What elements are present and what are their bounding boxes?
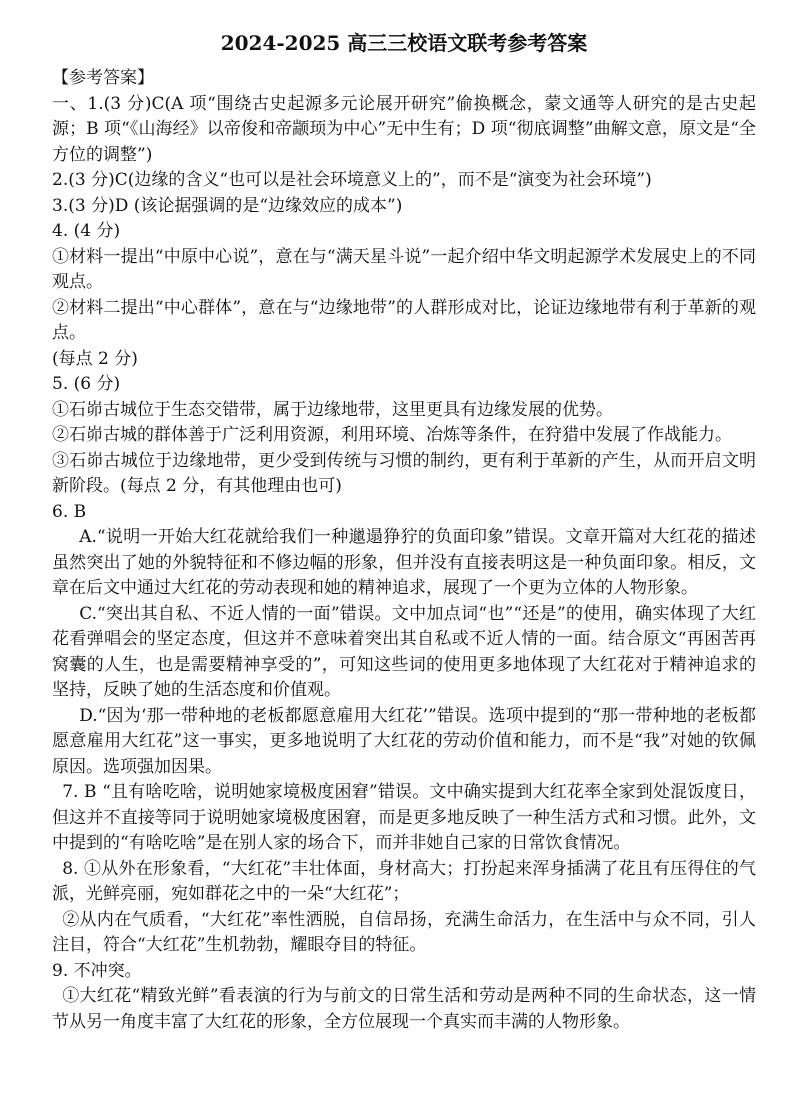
answer-q8-point-1: 8. ①从外在形象看，“大红花”丰壮体面，身材高大；打扮起来浑身插满了花且有压得住的气派，光鲜亮丽，宛如群花之中的一朵“大红花”；: [52, 858, 756, 904]
page-title: 2024-2025 高三三校语文联考参考答案: [220, 31, 588, 55]
section-label: 【参考答案】: [52, 68, 154, 88]
answer-q2: 2.(3 分)C(边缘的含义“也可以是社会环境意义上的”，而不是“演变为社会环境”): [52, 170, 652, 190]
answer-q4-heading: 4. (4 分): [52, 221, 121, 241]
answer-q4-scoring: (每点 2 分): [52, 348, 138, 369]
answer-q9-heading: 9. 不冲突。: [52, 960, 142, 981]
answer-q6-option-a: A.“说明一开始大红花就给我们一种邋遢狰狞的负面印象”错误。文章开篇对大红花的描述虽然突出了她的外貌特征和不修边幅的形象，但并没有直接表明这是一种负面印象。相反，文章在后文中通过大红花的劳动表现和她的精神追求，展现了一个更为立体的人物形象。: [52, 527, 756, 598]
answer-q1: 一、1.(3 分)C(A 项“围绕古史起源多元论展开研究”偷换概念，蒙文通等人研究的是古史起源；B 项“《山海经》以帝俊和帝颛顼为中心”无中生有；D 项“彻底调整”曲解文意，原文是“全方位的调整”): [52, 93, 756, 165]
answer-q9-point-1: ①大红花“精致光鲜”看表演的行为与前文的日常生活和劳动是两种不同的生命状态，这一情节从另一角度丰富了大红花的形象，全方位展现一个真实而丰满的人物形象。: [52, 986, 756, 1032]
answer-q4-point-2: ②材料二提出“中心群体”，意在与“边缘地带”的人群形成对比，论证边缘地带有利于革新的观点。: [52, 297, 756, 343]
answer-q3: 3.(3 分)D (该论据强调的是“边缘效应的成本”): [52, 195, 403, 216]
answer-q6-heading: 6. B: [52, 501, 87, 522]
answer-q5-point-3: ③石峁古城位于边缘地带，更少受到传统与习惯的制约，更有利于革新的产生，从而开启文明新阶段。(每点 2 分，有其他理由也可): [52, 450, 756, 496]
answer-q5-point-1: ①石峁古城位于生态交错带，属于边缘地带，这里更具有边缘发展的优势。: [52, 399, 613, 420]
answer-q8-point-2: ②从内在气质看，“大红花”率性洒脱，自信昂扬，充满生命活力，在生活中与众不同，引人注目，符合“大红花”生机勃勃，耀眼夺目的特征。: [52, 909, 756, 955]
answer-q6-option-c: C.“突出其自私、不近人情的一面”错误。文中加点词“也”“还是”的使用，确实体现了大红花看弹唱会的坚定态度，但这并不意味着突出其自私或不近人情的一面。结合原文“再困苦再窝囊的人生，也是需要精神享受的”，可知这些词的使用更多地体现了大红花对于精神追求的坚持，反映了她的生活态度和价值观。: [52, 603, 756, 700]
answer-q7: 7. B “且有啥吃啥，说明她家境极度困窘”错误。文中确实提到大红花率全家到处混饭度日，但这并不直接等同于说明她家境极度困窘，而是更多地反映了一种生活方式和习惯。此外，文中提到的“有啥吃啥”是在别人家的场合下，而并非她自己家的日常饮食情况。: [52, 782, 756, 853]
answer-q5-point-2: ②石峁古城的群体善于广泛利用资源，利用环境、冶炼等条件，在狩猎中发展了作战能力。: [52, 425, 732, 445]
answer-q4-point-1: ①材料一提出“中原中心说”，意在与“满天星斗说”一起介绍中华文明起源学术发展史上的不同观点。: [52, 246, 756, 292]
answer-q6-option-d: D.“因为‘那一带种地的老板都愿意雇用大红花’”错误。选项中提到的“那一带种地的老板都愿意雇用大红花”这一事实，更多地说明了大红花的劳动价值和能力，而不是“我”对她的钦佩原因。选项强加因果。: [52, 705, 756, 777]
answer-q5-heading: 5. (6 分): [52, 374, 121, 394]
